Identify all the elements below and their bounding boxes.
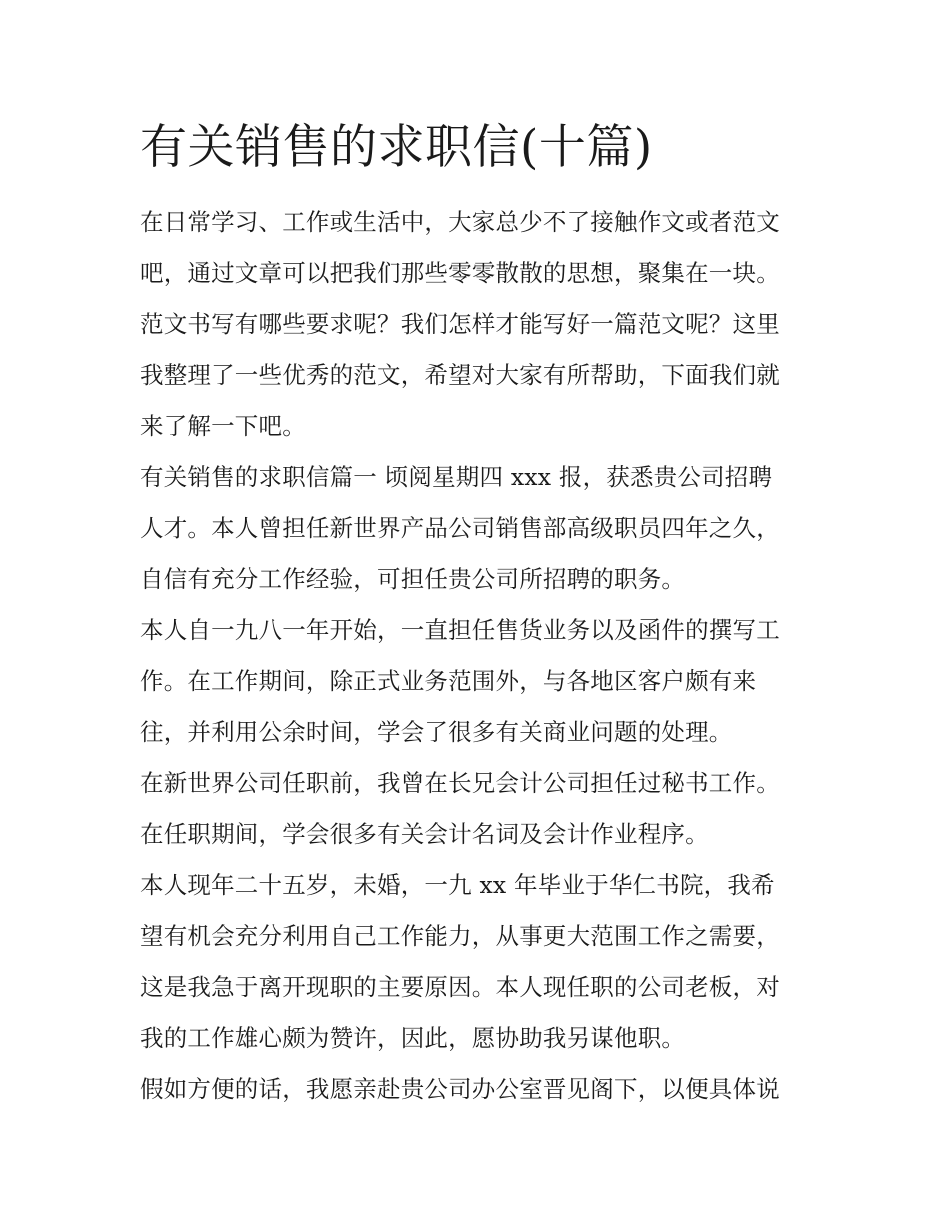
text-line: 自信有充分工作经验，可担任贵公司所招聘的职务。 [140,565,686,593]
text-line: 有关销售的求职信篇一 顷阅星期四 xxx 报，获悉贵公司招聘 [140,463,773,491]
text-line: 本人现年二十五岁，未婚，一九 xx 年毕业于华仁书院，我希 [140,871,775,899]
text-line: 范文书写有哪些要求呢？我们怎样才能写好一篇范文呢？这里 [140,310,780,338]
text-line: 在日常学习、工作或生活中，大家总少不了接触作文或者范文 [140,208,780,236]
document-body [140,197,820,1115]
text-line: 这是我急于离开现职的主要原因。本人现任职的公司老板，对 [140,973,780,1001]
text-line: 来了解一下吧。 [140,412,306,440]
text-line: 人才。本人曾担任新世界产品公司销售部高级职员四年之久， [140,514,780,542]
text-line: 往，并利用公余时间，学会了很多有关商业问题的处理。 [140,718,733,746]
text-line: 本人自一九八一年开始，一直担任售货业务以及函件的撰写工 [140,616,780,644]
text-line: 假如方便的话，我愿亲赴贵公司办公室晋见阁下，以便具体说 [140,1075,780,1103]
text-line: 作。在工作期间，除正式业务范围外，与各地区客户颇有来 [140,667,757,695]
text-line: 在任职期间，学会很多有关会计名词及会计作业程序。 [140,820,709,848]
text-line: 我整理了一些优秀的范文，希望对大家有所帮助，下面我们就 [140,361,780,389]
text-line: 我的工作雄心颇为赞许，因此，愿协助我另谋他职。 [140,1024,686,1052]
text-line: 吧，通过文章可以把我们那些零零散散的思想，聚集在一块。 [140,259,780,287]
text-line: 在新世界公司任职前，我曾在长兄会计公司担任过秘书工作。 [140,769,780,797]
document-title: 有关销售的求职信(十篇) [140,120,653,175]
text-line: 望有机会充分利用自己工作能力，从事更大范围工作之需要， [140,922,780,950]
